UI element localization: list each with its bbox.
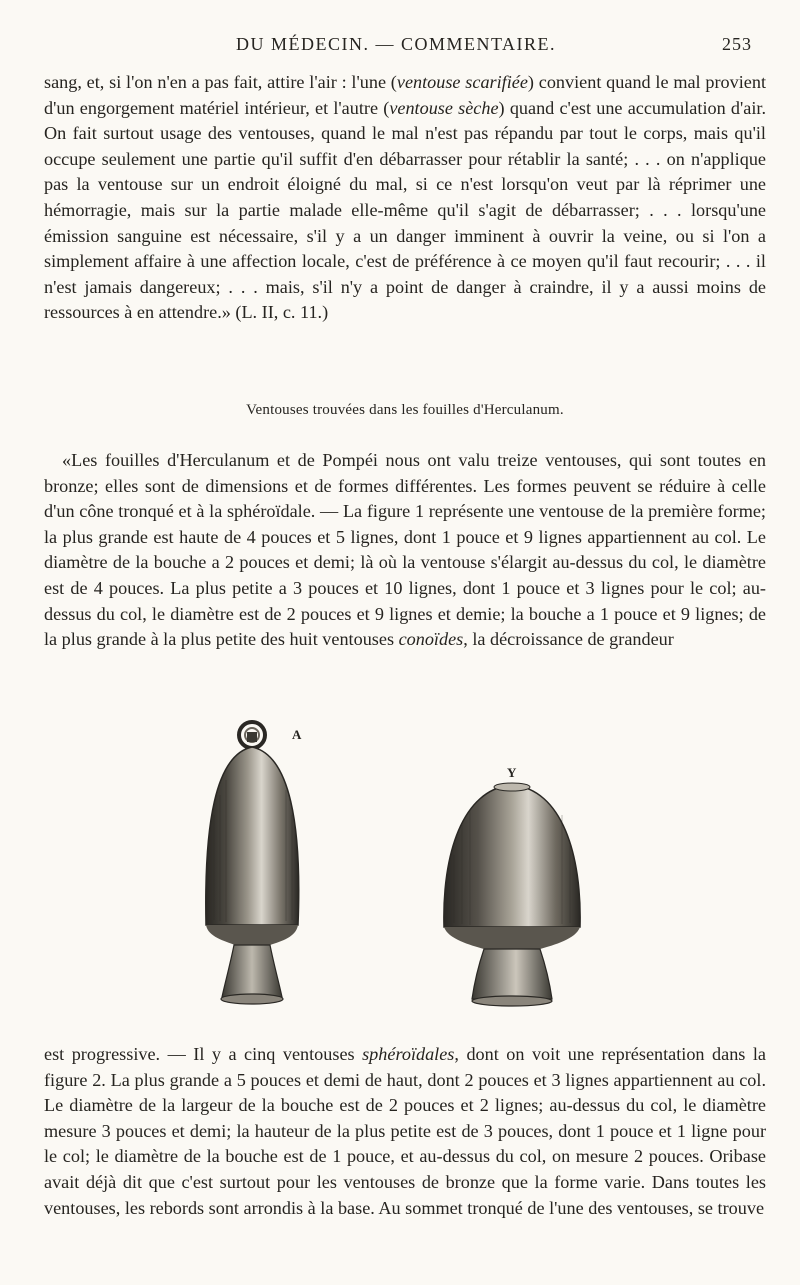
paragraph-text: «Les fouilles d'Herculanum et de Pompéi nous ont valu treize ventouses, qui sont toutes en bronze; elles sont de dimensions et de formes différentes. Les formes peuvent se réduire à celle d'un cône tronqué et à la sphéroïdale. — La figure 1 représente une ventouse de la première forme; la plus grande est haute de 4 pouces et 5 lignes, dont 1 pouce et 9 lignes appartiennent au col. Le diamètre de la bouche a 2 pouces et demi; là où la ventouse s'élargit au-dessus du col, le diamètre est de 4 pouces. La plus petite a 3 pouces et 10 lignes, dont 1 pouce et 3 lignes pour le col; au-dessus du col, le diamètre est de 2 pouces et 9 lignes et demie; la bouche a 1 pouce et 9 lignes; de la plus grande à la plus petite des huit ventouses <box>44 450 766 650</box>
paragraph-text: est progressive. — Il y a cinq ventouses <box>44 1044 363 1064</box>
section-caption: Ventouses trouvées dans les fouilles d'Herculanum. <box>246 402 564 418</box>
italic-term: sphéroïdales <box>362 1044 455 1064</box>
figure-spheroidal-cup <box>432 715 602 1015</box>
spheroidal-cup-engraving <box>432 715 602 1015</box>
paragraph-text: sang, et, si l'on n'en a pas fait, attire l'air : l'une ( <box>44 72 397 92</box>
conical-cup-engraving <box>190 715 370 1015</box>
italic-term: conoïdes <box>398 629 464 650</box>
italic-term: ventouse scarifiée <box>396 72 528 92</box>
page-number: 253 <box>722 34 752 54</box>
figure-label-y: Y <box>507 765 517 780</box>
paragraph-oribase-quote <box>44 70 766 326</box>
figure-label-a: A <box>292 727 302 742</box>
paragraph-text: , la décroissance de grandeur <box>463 629 674 650</box>
paragraph-text: ) convient quand le mal provient d'un engorgement matériel intérieur, et l'autre ( <box>44 72 766 118</box>
italic-term: ventouse sèche <box>389 97 499 118</box>
paragraph-text: , dont on voit une représentation dans la figure 2. La plus grande a 5 pouces et demi de haut, dont 2 pouces et 3 lignes appartiennent au col. Le diamètre de la largeur de la bouche est de 2 pouces et 2 lignes; au-dessus du col, le diamètre mesure 3 pouces et demi; la hauteur de la plus petite est de 3 pouces, dont 1 pouce et 1 ligne pour le col; le diamètre de la bouche est de 1 pouce, et au-dessus du col, on mesure 2 pouces. Oribase avait déjà dit que c'est surtout pour les ventouses de bronze que la forme varie. Dans toutes les ventouses, les rebords sont arrondis à la base. Au sommet tronqué de l'une des ventouses, se trouve <box>44 1044 766 1218</box>
running-head <box>40 34 752 64</box>
paragraph-herculanum <box>44 448 766 653</box>
paragraph-text: ) quand c'est une accumulation d'air. On fait surtout usage des ventouses, quand le mal n'est pas répandu par tout le corps, mais qu'il occupe seulement une partie qu'il suffit d'en débarrasser pour rétablir la santé; . . . on n'applique pas la ventouse sur un endroit éloigné du mal, si ce n'est lorsqu'on veut par là réprimer une hémorragie, mais sur la partie malade elle-même qu'il s'agit de débarrasser; . . . lorsqu'une émission sanguine est nécessaire, s'il y a un danger imminent à ouvrir la veine, ou si l'on a simplement affaire à une affection locale, c'est de préférence à ce moyen qu'il faut recourir; . . . il n'est jamais dangereux; . . . mais, s'il n'y a point de danger à craindre, il y a aussi moins de ressources à en attendre.» (L. II, c. 11.) <box>44 97 766 323</box>
paragraph-spheroidal <box>44 1042 766 1221</box>
running-title: DU MÉDECIN. — COMMENTAIRE. <box>235 34 557 54</box>
figure-conical-cup <box>190 715 370 1015</box>
